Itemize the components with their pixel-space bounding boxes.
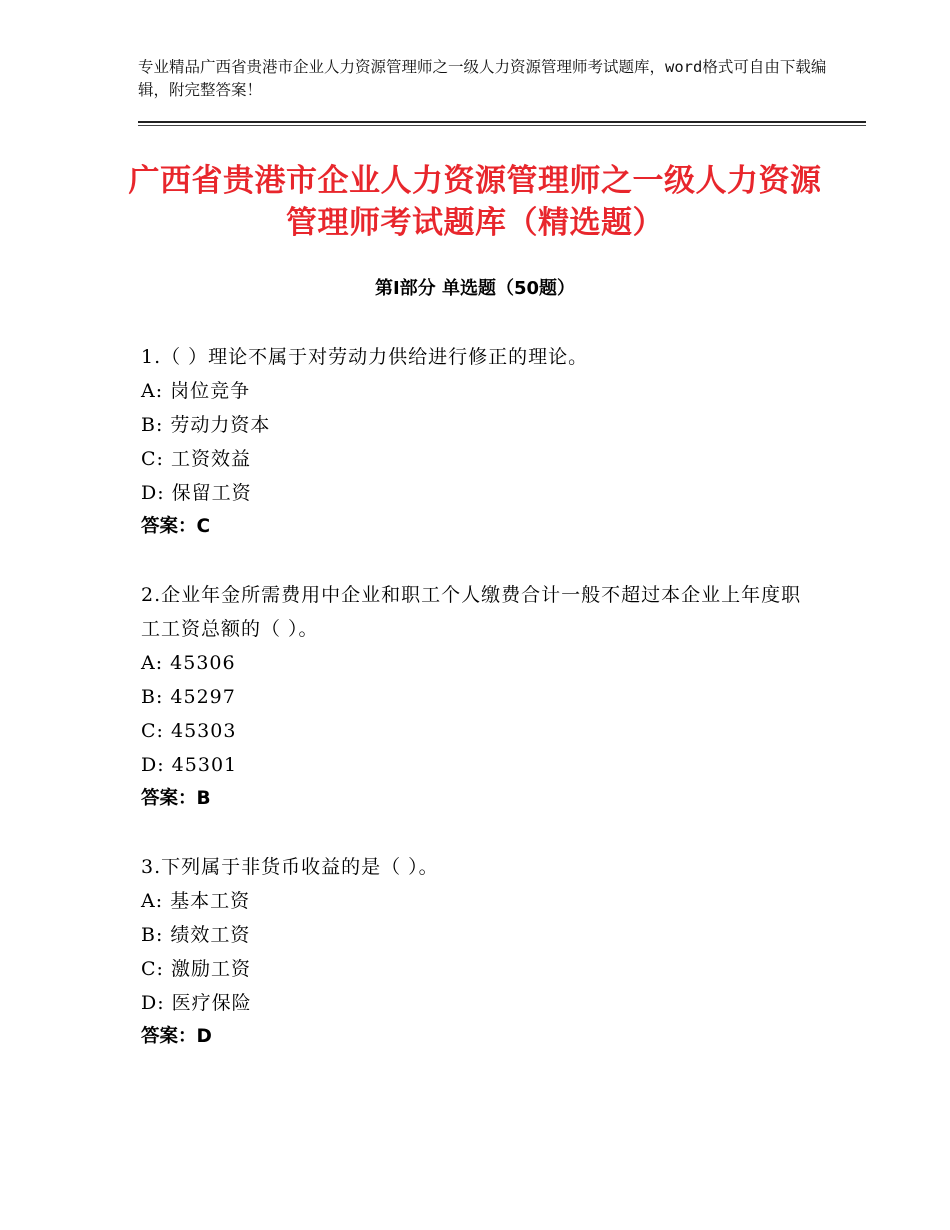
question-1-stem: 1.（ ）理论不属于对劳动力供给进行修正的理论。 (141, 346, 589, 368)
answer: 答案：D (141, 1026, 212, 1047)
option-d: D: 医疗保险 (141, 992, 252, 1014)
document-title: 广西省贵港市企业人力资源管理师之一级人力资源管理师考试题库（精选题） (128, 163, 822, 241)
option-d: D: 45301 (141, 754, 238, 776)
question-3-stem: 3.下列属于非货币收益的是（ ）。 (141, 856, 439, 878)
option-b: B: 绩效工资 (141, 924, 251, 946)
option-a: A: 岗位竞争 (141, 380, 251, 402)
header-note: 专业精品广西省贵港市企业人力资源管理师之一级人力资源管理师考试题库，word格式可自由下载编辑，附完整答案！ (138, 58, 827, 99)
header-rule-thick (138, 121, 866, 123)
option-a: A: 45306 (141, 652, 236, 674)
answer: 答案：C (141, 516, 211, 537)
question-1 (141, 340, 821, 544)
question-stem (141, 850, 821, 884)
header-rule-thin (138, 125, 866, 126)
option-c: C: 45303 (141, 720, 237, 742)
option-b: B: 45297 (141, 686, 236, 708)
question-stem (141, 578, 821, 646)
question-2-stem: 2.企业年金所需费用中企业和职工个人缴费合计一般不超过本企业上年度职工工资总额的（ ）。 (141, 584, 802, 640)
question-3 (141, 850, 821, 1054)
question-2 (141, 578, 821, 816)
answer: 答案：B (141, 788, 211, 809)
option-c: C: 激励工资 (141, 958, 251, 980)
section-heading: 第Ⅰ部分 单选题（50题） (374, 278, 575, 299)
option-a: A: 基本工资 (141, 890, 251, 912)
question-stem (141, 340, 821, 374)
option-c: C: 工资效益 (141, 448, 251, 470)
option-b: B: 劳动力资本 (141, 414, 271, 436)
option-d: D: 保留工资 (141, 482, 252, 504)
question-list (141, 340, 821, 1088)
